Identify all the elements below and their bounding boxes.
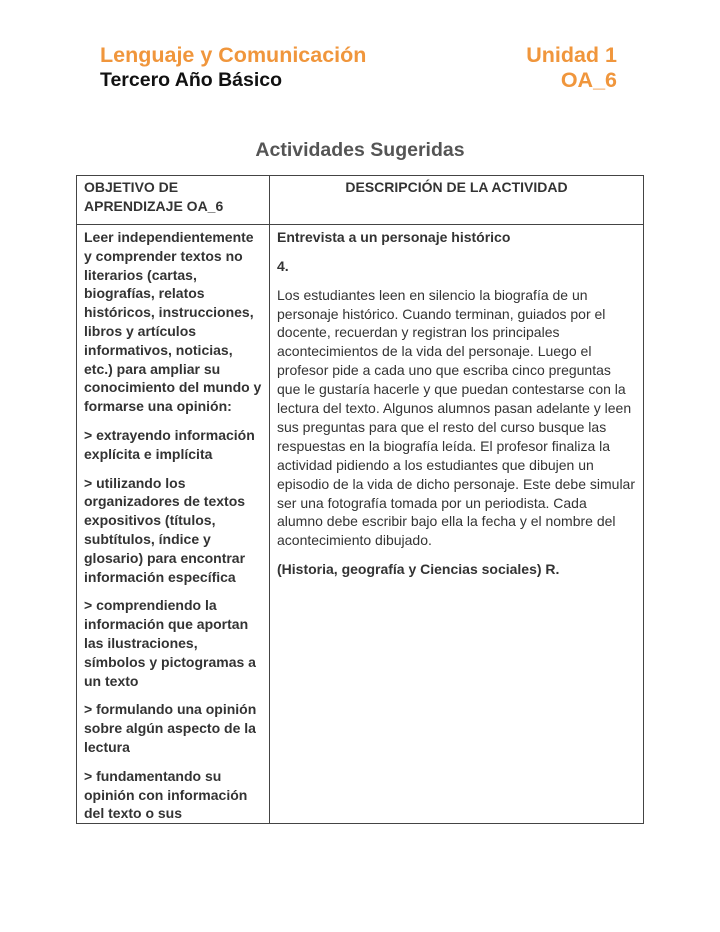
objective-item: > formulando una opinión sobre algún aspecto de la lectura <box>84 701 257 755</box>
table-header-row <box>77 176 644 225</box>
objective-intro: Leer independientemente y comprender textos no literarios (cartas, biografías, relatos históricos, instrucciones, libros y artículos informativos, noticias, etc.) para ampliar su conocimiento del mundo y formarse una opinión: <box>84 229 262 415</box>
subject-title: Lenguaje y Comunicación <box>100 43 367 67</box>
objective-item: > fundamentando su opinión con información del texto o sus <box>84 767 248 822</box>
activity-title: Entrevista a un personaje histórico <box>277 229 511 245</box>
objective-item: > extrayendo información explícita e implícita <box>84 426 255 462</box>
unit-label: Unidad 1 <box>526 43 617 67</box>
activity-cell <box>270 225 644 824</box>
document-header-right <box>526 42 617 92</box>
objective-item: > utilizando los organizadores de textos expositivos (títulos, subtítulos, índice y glosario) para encontrar información específica <box>84 474 246 585</box>
table-row <box>77 225 644 824</box>
objective-code: OA_6 <box>560 68 617 92</box>
column-header-description: DESCRIPCIÓN DE LA ACTIVIDAD <box>270 176 644 225</box>
column-header-objective: OBJETIVO DE APRENDIZAJE OA_6 <box>77 176 270 225</box>
grade-level: Tercero Año Básico <box>100 69 283 91</box>
objective-item: > comprendiendo la información que aportan las ilustraciones, símbolos y pictogramas a un texto <box>84 597 256 689</box>
activity-number: 4. <box>277 257 289 274</box>
section-title: Actividades Sugeridas <box>255 139 465 161</box>
objective-cell <box>77 225 270 824</box>
activity-subject-link: (Historia, geografía y Ciencias sociales) R. <box>277 561 560 578</box>
activity-description: Los estudiantes leen en silencio la biografía de un personaje histórico. Cuando terminan, guiados por el docente, recuerdan y registran los principales acontecimientos de la vida del personaje. Luego el profesor pide a cada uno que escriba cinco preguntas que le gustaría hacerle y que puedan contestarse con la lectura del texto. Algunos alumnos pasan adelante y leen sus preguntas para que el resto del curso busque las respuestas en la biografía leída. El profesor finaliza la actividad pidiendo a los estudiantes que dibujen un episodio de la vida de dicho personaje. Este debe simular ser una fotografía tomada por un periodista. Cada alumno debe escribir bajo ella la fecha y el nombre del acontecimiento dibujado. <box>277 286 636 549</box>
document-header-left <box>100 42 366 92</box>
activities-table <box>76 175 644 824</box>
